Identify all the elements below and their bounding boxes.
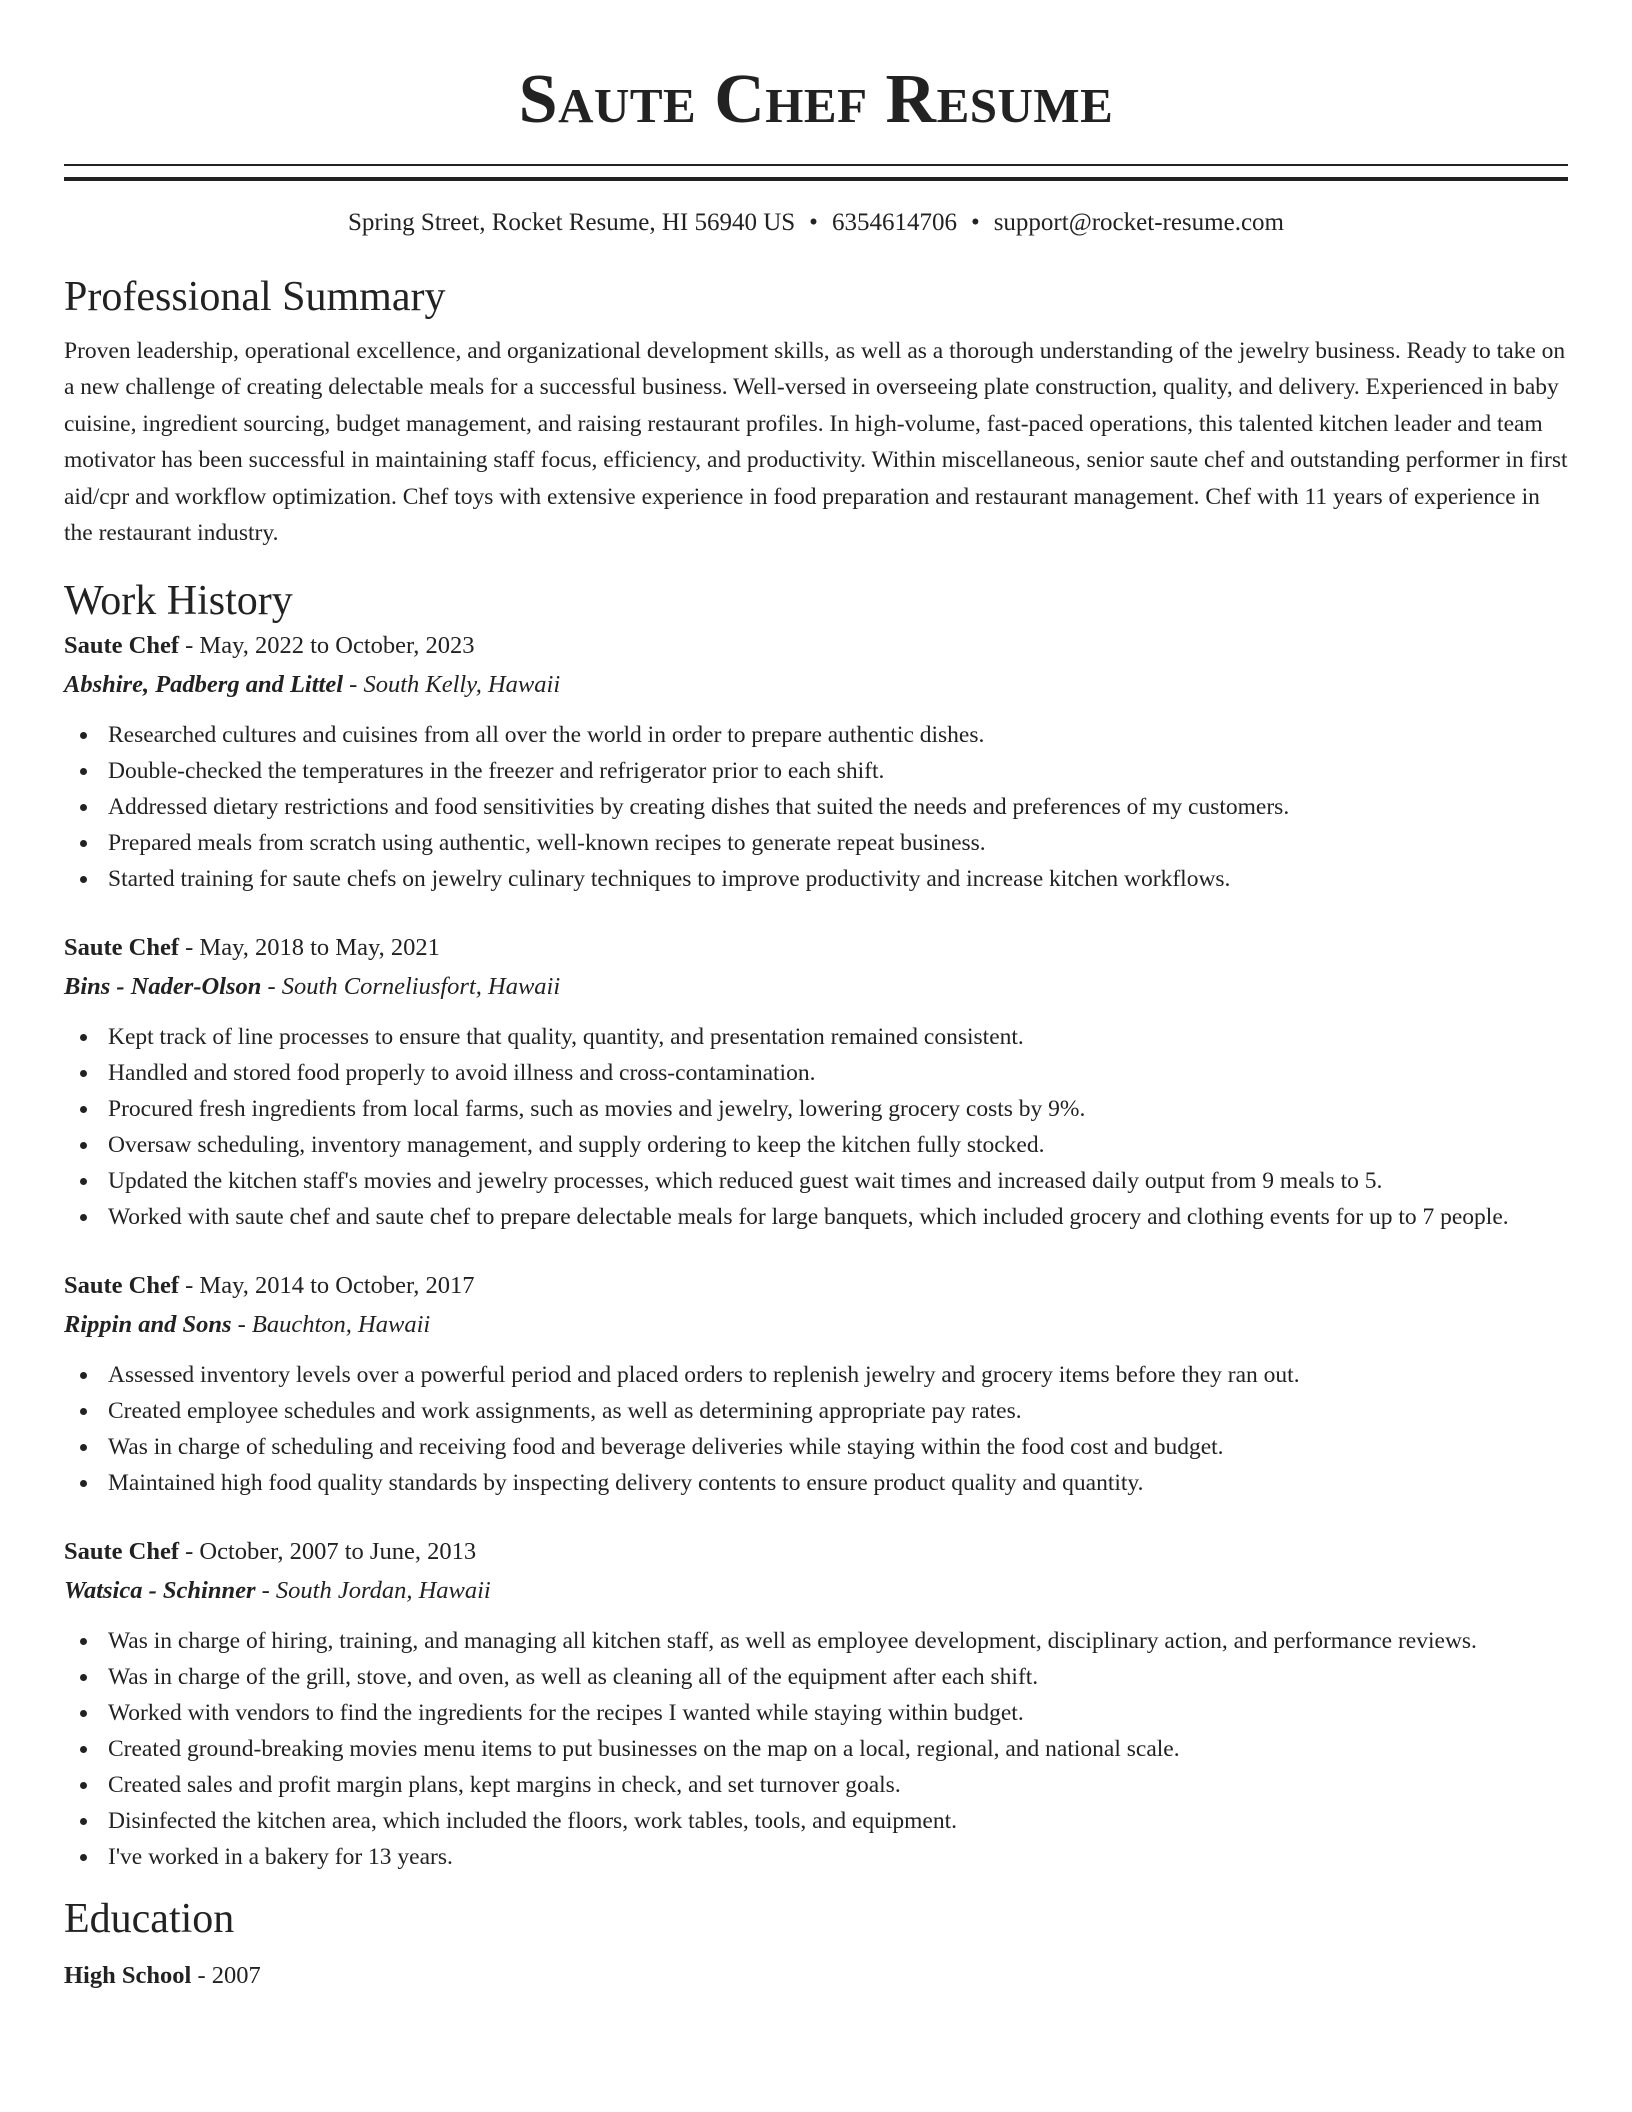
work-history-heading: Work History xyxy=(64,578,293,625)
job-duties-list xyxy=(64,1623,1568,1875)
job-duty-item: Created sales and profit margin plans, kept margins in check, and set turnover goals. xyxy=(108,1767,1568,1803)
job-duty-item: Kept track of line processes to ensure that quality, quantity, and presentation remained consistent. xyxy=(108,1019,1568,1055)
job-duty-item: Procured fresh ingredients from local farms, such as movies and jewelry, lowering grocery costs by 9%. xyxy=(108,1091,1568,1127)
job-duty-item: Addressed dietary restrictions and food sensitivities by creating dishes that suited the needs and preferences of my customers. xyxy=(108,789,1568,825)
job-title-line xyxy=(64,627,1568,665)
job-employer-line xyxy=(64,967,1568,1007)
job-duty-item: I've worked in a bakery for 13 years. xyxy=(108,1839,1568,1875)
contact-address: Spring Street, Rocket Resume, HI 56940 US xyxy=(347,209,796,236)
job-duties-list xyxy=(64,717,1568,897)
summary-heading: Professional Summary xyxy=(64,274,446,320)
resume-page xyxy=(64,0,1568,1993)
job-duty-item: Created employee schedules and work assignments, as well as determining appropriate pay rates. xyxy=(108,1393,1568,1429)
contact-email: support@rocket-resume.com xyxy=(993,209,1284,236)
job-duty-item: Researched cultures and cuisines from all over the world in order to prepare authentic dishes. xyxy=(108,717,1568,753)
contact-separator: • xyxy=(809,209,818,236)
job-duty-item: Prepared meals from scratch using authentic, well-known recipes to generate repeat business. xyxy=(108,825,1568,861)
job-duty-item: Started training for saute chefs on jewelry culinary techniques to improve productivity and increase kitchen workflows. xyxy=(108,861,1568,897)
education-degree: High School xyxy=(64,1962,192,1990)
title-divider xyxy=(64,164,1568,181)
job-duty-item: Double-checked the temperatures in the freezer and refrigerator prior to each shift. xyxy=(108,753,1568,789)
education-year: - 2007 xyxy=(191,1962,261,1990)
education-heading: Education xyxy=(64,1896,235,1943)
job-entry xyxy=(64,929,1568,1235)
job-employer-line xyxy=(64,665,1568,705)
job-dates: - October, 2007 to June, 2013 xyxy=(179,1538,477,1566)
education-entry xyxy=(64,1959,1568,1993)
job-duty-item: Worked with saute chef and saute chef to prepare delectable meals for large banquets, which included grocery and clothing events for up to 7 people. xyxy=(108,1199,1568,1235)
job-duty-item: Was in charge of the grill, stove, and oven, as well as cleaning all of the equipment after each shift. xyxy=(108,1659,1568,1695)
work-history-list xyxy=(64,627,1568,1875)
job-dates: - May, 2018 to May, 2021 xyxy=(179,934,440,962)
job-duties-list xyxy=(64,1019,1568,1235)
job-employer-line xyxy=(64,1571,1568,1611)
job-dates: - May, 2022 to October, 2023 xyxy=(179,632,475,660)
job-employer: Rippin and Sons xyxy=(64,1311,232,1339)
job-role: Saute Chef xyxy=(64,1272,180,1300)
job-duty-item: Oversaw scheduling, inventory management, and supply ordering to keep the kitchen fully stocked. xyxy=(108,1127,1568,1163)
job-entry xyxy=(64,1533,1568,1875)
job-duty-item: Created ground-breaking movies menu items to put businesses on the map on a local, regional, and national scale. xyxy=(108,1731,1568,1767)
job-title-line xyxy=(64,1533,1568,1571)
job-title-line xyxy=(64,929,1568,967)
job-employer: Watsica - Schinner xyxy=(64,1577,256,1605)
job-duty-item: Was in charge of scheduling and receiving food and beverage deliveries while staying within the food cost and budget. xyxy=(108,1429,1568,1465)
contact-line xyxy=(64,207,1568,239)
job-entry xyxy=(64,627,1568,897)
job-duty-item: Was in charge of hiring, training, and managing all kitchen staff, as well as employee development, disciplinary action, and performance reviews. xyxy=(108,1623,1568,1659)
job-role: Saute Chef xyxy=(64,934,180,962)
summary-text: Proven leadership, operational excellence, and organizational development skills, as well as a thorough understanding of the jewelry business. Ready to take on a new challenge of creating delectable meals for a successful business. Well-versed in overseeing plate construction, quality, and delivery. Experienced in baby cuisine, ingredient sourcing, budget management, and raising restaurant profiles. In high-volume, fast-paced operations, this talented kitchen leader and team motivator has been successful in maintaining staff focus, efficiency, and productivity. Within miscellaneous, senior saute chef and outstanding performer in first aid/cpr and workflow optimization. Chef toys with extensive experience in food preparation and restaurant management. Chef with 11 years of experience in the restaurant industry. xyxy=(64,338,1568,547)
job-dates: - May, 2014 to October, 2017 xyxy=(179,1272,475,1300)
job-location: - Bauchton, Hawaii xyxy=(231,1311,431,1339)
job-role: Saute Chef xyxy=(64,1538,180,1566)
job-duty-item: Updated the kitchen staff's movies and jewelry processes, which reduced guest wait times and increased daily output from 9 meals to 5. xyxy=(108,1163,1568,1199)
job-role: Saute Chef xyxy=(64,632,180,660)
job-duty-item: Handled and stored food properly to avoid illness and cross-contamination. xyxy=(108,1055,1568,1091)
education-list xyxy=(64,1959,1568,1993)
job-duties-list xyxy=(64,1357,1568,1501)
job-employer-line xyxy=(64,1305,1568,1345)
job-duty-item: Worked with vendors to find the ingredients for the recipes I wanted while staying within budget. xyxy=(108,1695,1568,1731)
job-duty-item: Assessed inventory levels over a powerful period and placed orders to replenish jewelry and grocery items before they ran out. xyxy=(108,1357,1568,1393)
job-duty-item: Maintained high food quality standards by inspecting delivery contents to ensure product quality and quantity. xyxy=(108,1465,1568,1501)
job-location: - South Corneliusfort, Hawaii xyxy=(261,973,561,1001)
job-employer: Bins - Nader-Olson xyxy=(64,973,262,1001)
job-employer: Abshire, Padberg and Littel xyxy=(64,671,344,699)
job-location: - South Jordan, Hawaii xyxy=(255,1577,491,1605)
contact-separator: • xyxy=(970,209,980,236)
job-location: - South Kelly, Hawaii xyxy=(343,671,561,699)
job-duty-item: Disinfected the kitchen area, which included the floors, work tables, tools, and equipment. xyxy=(108,1803,1568,1839)
resume-title: Saute Chef Resume xyxy=(518,61,1114,138)
contact-phone: 6354614706 xyxy=(831,209,957,236)
job-entry xyxy=(64,1267,1568,1501)
job-title-line xyxy=(64,1267,1568,1305)
